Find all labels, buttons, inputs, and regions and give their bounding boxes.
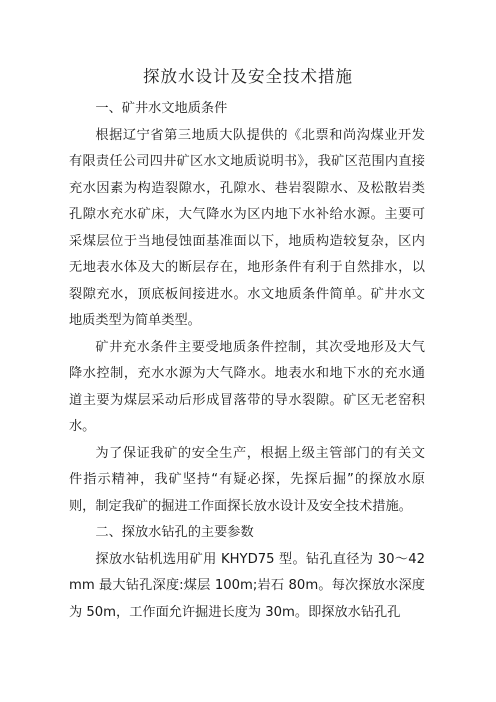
paragraph-drilling-parameters: 探放水钻机选用矿用 KHYD75 型。钻孔直径为 30～42mm 最大钻孔深度:煤层 100m;岩石 80m。每次探放水深度为 50m，工作面允许掘进长度为 30m。即探放水钻孔孔 [69, 551, 425, 620]
paragraph-safety-principle: 为了保证我矿的安全生产，根据上级主管部门的有关文件指示精神，我矿坚持“有疑必探，先探后掘”的探放水原则，制定我矿的掘进工作面探长放水设计及安全技术措施。 [69, 445, 425, 514]
section-heading-2: 二、探放水钻孔的主要参数 [95, 525, 254, 540]
paragraph-water-filling: 矿井充水条件主要受地质条件控制，其次受地形及大气降水控制，充水水源为大气降水。地表水和地下水的充水通道主要为煤层采动后形成冒落带的导水裂隙。矿区无老窑积水。 [69, 339, 425, 434]
paragraph-hydrogeology: 根据辽宁省第三地质大队提供的《北票和尚沟煤业开发有限责任公司四井矿区水文地质说明书》，我矿区范围内直接充水因素为构造裂隙水，孔隙水、巷岩裂隙水、及松散岩类孔隙水充水矿床，大气降水为区内地下水补给水源。主要可采煤层位于当地侵蚀面基准面以下，地质构造较复杂，区内无地表水体及大的断层存在，地形条件有利于自然排水，以裂隙充水，顶底板间接进水。水文地质条件简单。矿井水文地质类型为简单类型。 [69, 127, 425, 328]
document-body [69, 96, 425, 626]
document-title: 探放水设计及安全技术措施 [143, 67, 353, 86]
section-heading-1: 一、矿井水文地质条件 [95, 101, 228, 116]
